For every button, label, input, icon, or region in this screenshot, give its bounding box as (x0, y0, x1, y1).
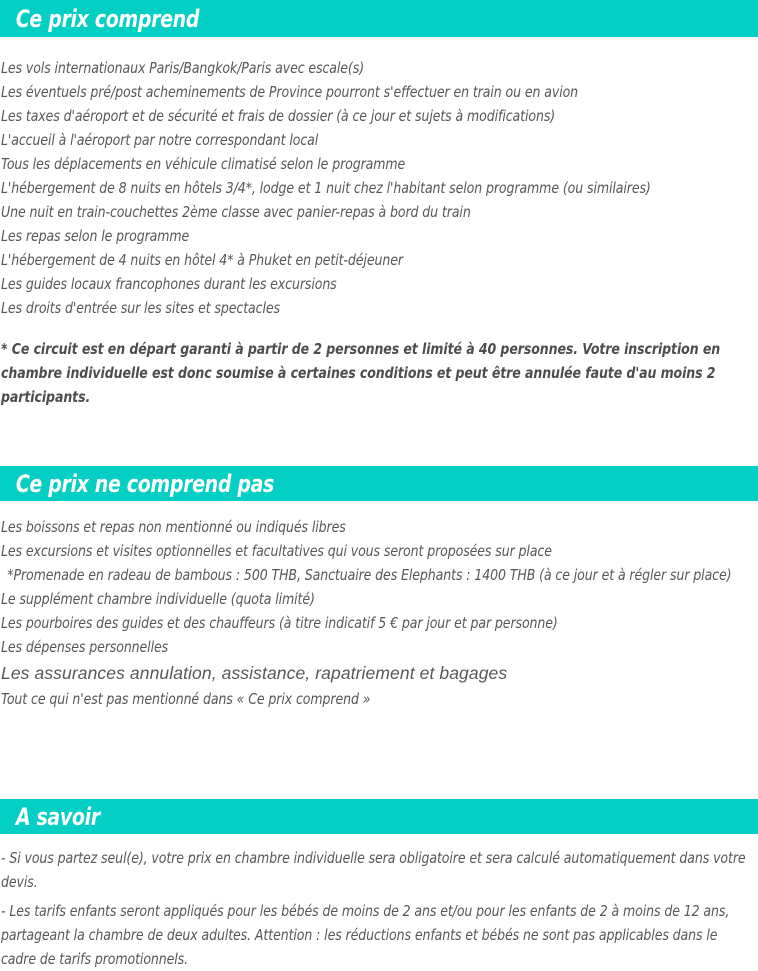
inclusion-item: Les taxes d'aéroport et de sécurité et frais de dossier (à ce jour et sujets à modifications) (1, 107, 556, 125)
section-header-a-savoir (0, 799, 758, 834)
inclusion-item: L'hébergement de 4 nuits en hôtel 4* à Phuket en petit-déjeuner (1, 251, 403, 269)
exclusion-item: Les excursions et visites optionnelles et facultatives qui vous seront proposées sur place (1, 542, 552, 560)
spacer (1, 320, 754, 337)
inclusion-item: Les droits d'entrée sur les sites et spectacles (1, 299, 280, 317)
inclusion-item: L'hébergement de 8 nuits en hôtels 3/4*, lodge et 1 nuit chez l'habitant selon programme (ou similaires) (1, 179, 651, 197)
section-body-ce-prix-comprend (0, 56, 758, 409)
spacer (0, 501, 758, 515)
section-header-ce-prix-comprend (0, 0, 758, 37)
inclusion-item: Les éventuels pré/post acheminements de Province pourront s'effectuer en train ou en avion (1, 83, 579, 101)
note-paragraph: - Les tarifs enfants seront appliqués pour les bébés de moins de 2 ans et/ou pour les enfants de 2 à moins de 12 ans, partageant la chambre de deux adultes. Attention : les réductions enfants et bébés ne sont pas applicables dans le cadre de tarifs promotionnels. (1, 902, 730, 968)
section-title: Ce prix comprend (15, 4, 200, 33)
exclusion-item: Les dépenses personnelles (1, 638, 169, 656)
note-paragraph: - Si vous partez seul(e), votre prix en chambre individuelle sera obligatoire et sera calculé automatiquement dans votre devis. (1, 849, 746, 891)
section-title: Ce prix ne comprend pas (15, 469, 275, 498)
section-body-ce-prix-ne-comprend-pas (0, 515, 758, 711)
section-title: A savoir (15, 802, 100, 831)
spacer (0, 711, 758, 799)
exclusion-item: Les pourboires des guides et des chauffeurs (à titre indicatif 5 € par jour et par personne) (1, 614, 558, 632)
spacer (0, 409, 758, 466)
exclusion-item-insurance: Les assurances annulation, assistance, rapatriement et bagages (1, 663, 508, 683)
exclusion-item: Les boissons et repas non mentionné ou indiqués libres (1, 518, 346, 536)
inclusion-item: Tous les déplacements en véhicule climatisé selon le programme (1, 155, 406, 173)
inclusion-item: Les guides locaux francophones durant les excursions (1, 275, 337, 293)
section-header-ce-prix-ne-comprend-pas (0, 466, 758, 501)
inclusion-item: L'accueil à l'aéroport par notre correspondant local (1, 131, 319, 149)
spacer (0, 37, 758, 56)
inclusion-item: Une nuit en train-couchettes 2ème classe avec panier-repas à bord du train (1, 203, 471, 221)
exclusion-item: Le supplément chambre individuelle (quota limité) (1, 590, 315, 608)
exclusion-optional-prices: *Promenade en radeau de bambous : 500 THB, Sanctuaire des Elephants : 1400 THB (à ce jour et à régler sur place) (7, 566, 732, 584)
inclusion-item: Les vols internationaux Paris/Bangkok/Paris avec escale(s) (1, 59, 365, 77)
inclusion-item: Les repas selon le programme (1, 227, 190, 245)
spacer (0, 834, 758, 846)
exclusion-item: Tout ce qui n'est pas mentionné dans « Ce prix comprend » (1, 690, 371, 708)
section-body-a-savoir (0, 846, 758, 971)
departure-guarantee-note: * Ce circuit est en départ garanti à partir de 2 personnes et limité à 40 personnes. Votre inscription en chambre individuelle est donc soumise à certaines conditions et peut être annulée faute d'au moins 2 participants. (1, 340, 721, 406)
